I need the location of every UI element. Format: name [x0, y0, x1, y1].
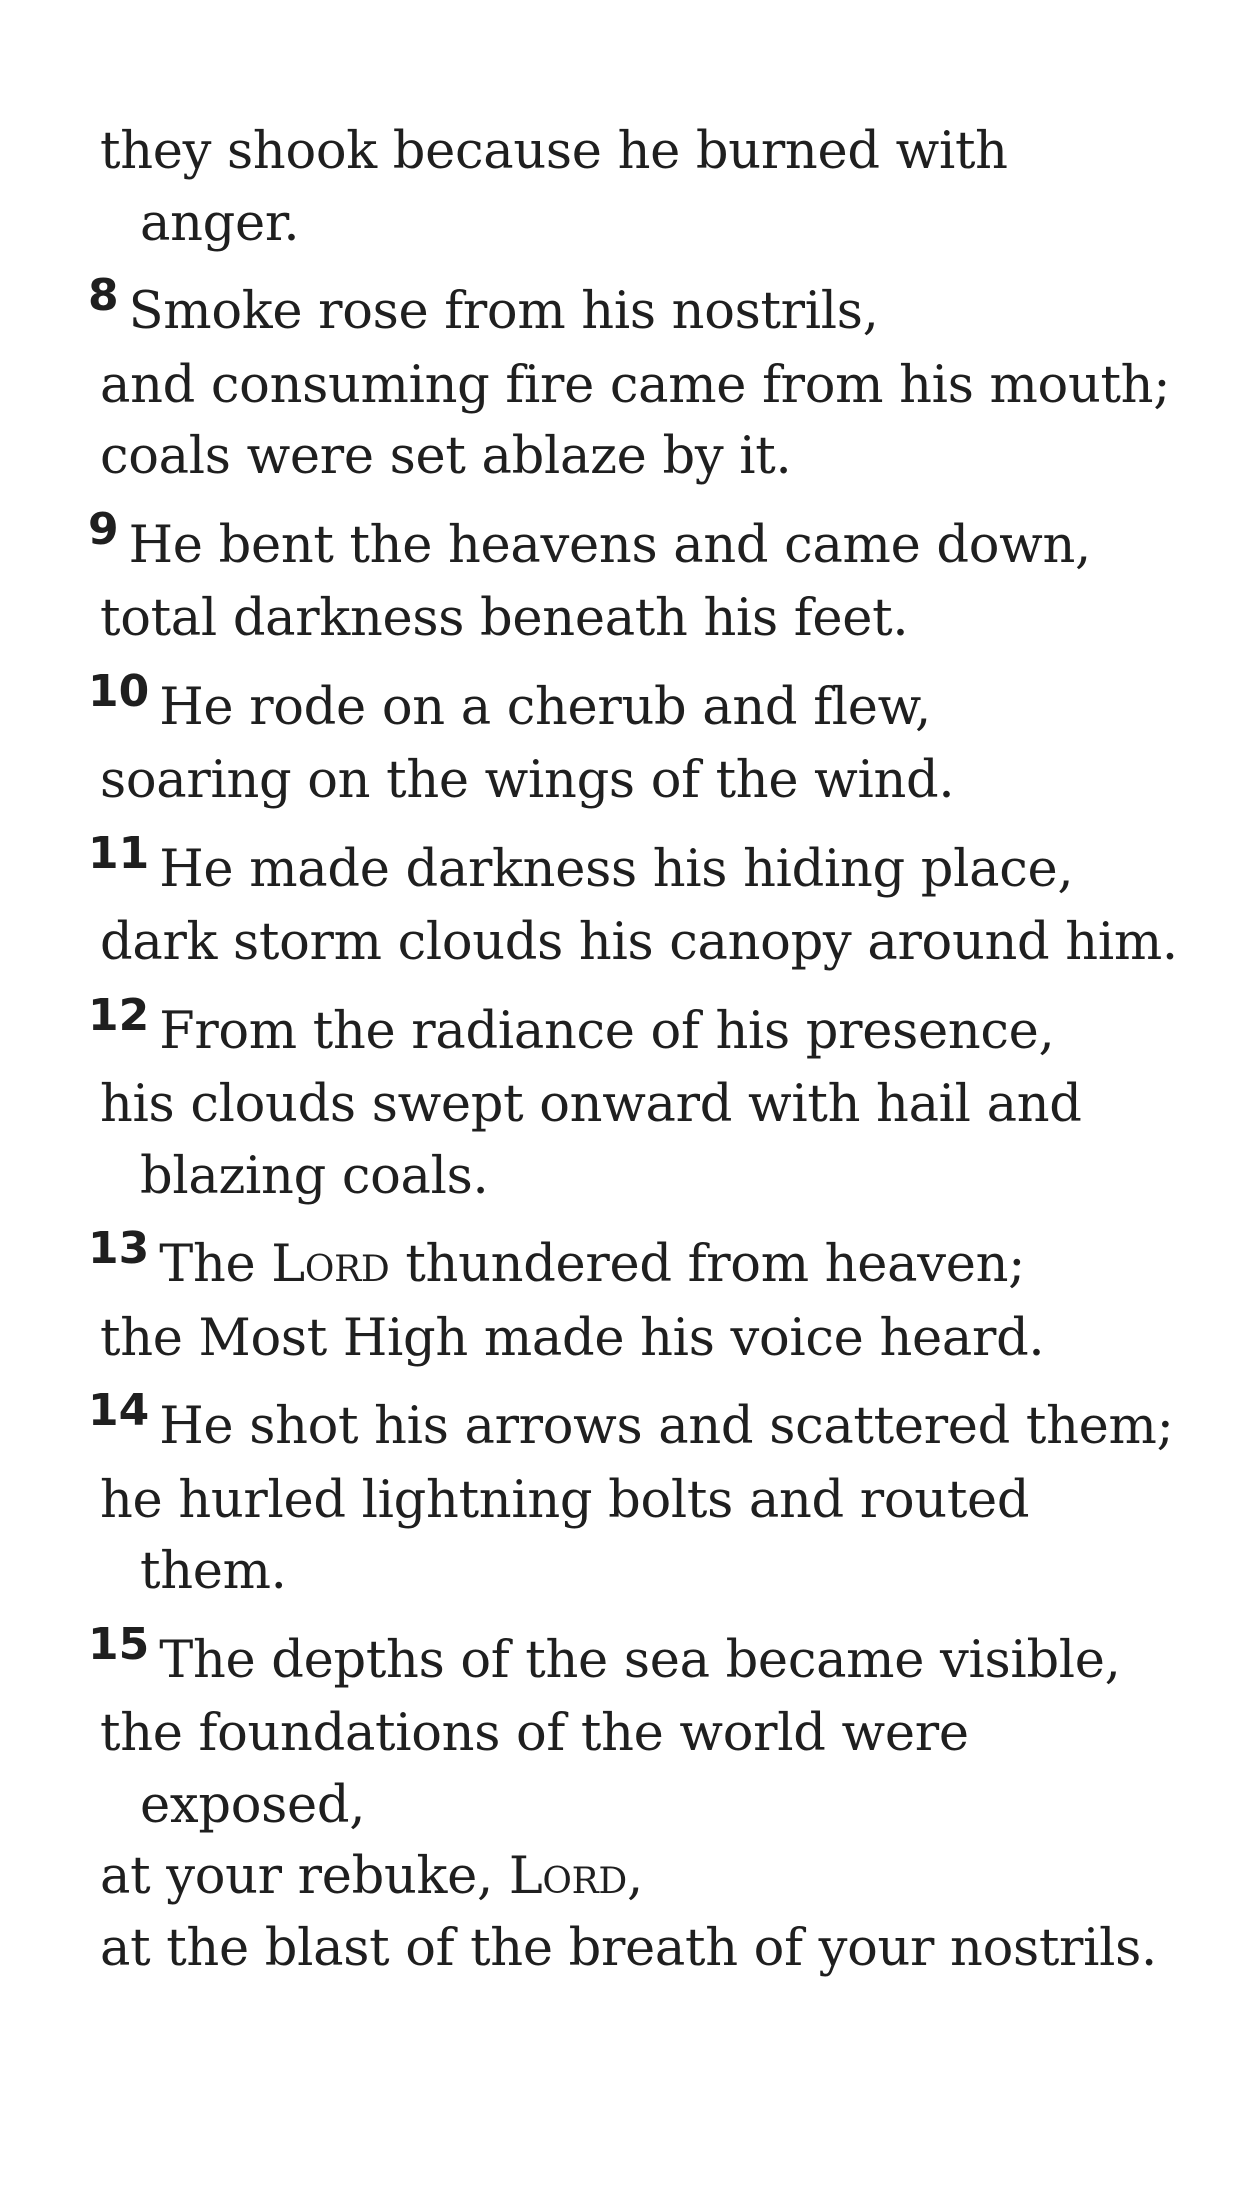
poetry-line: From the radiance of his presence,	[159, 1001, 1055, 1061]
poetry-line: they shook because he burned with anger.	[100, 122, 1008, 253]
verse-number: 9	[88, 503, 119, 555]
divine-name: Lord	[508, 1847, 627, 1906]
poetry-line: He rode on a cherub and flew,	[159, 677, 931, 737]
poetry-line-part: thundered from heaven;	[389, 1235, 1026, 1294]
verse-first-line	[88, 1385, 1180, 1465]
verse-8	[88, 270, 1180, 493]
verse-number: 10	[88, 665, 150, 717]
verse-first-line	[88, 503, 1180, 584]
verse-number: 13	[88, 1223, 150, 1274]
poetry-line: and consuming fire came from his mouth;	[100, 355, 1171, 415]
verse-14	[88, 1385, 1180, 1608]
poetry-line: He shot his arrows and scattered them;	[159, 1397, 1174, 1456]
verse-first-line	[88, 827, 1180, 908]
poetry-line-part: ,	[626, 1847, 643, 1906]
poetry-line: Smoke rose from his nostrils,	[128, 282, 879, 341]
verse-first-line	[88, 1618, 1180, 1699]
poetry-line: He made darkness his hiding place,	[159, 839, 1074, 899]
verse-12	[88, 989, 1180, 1213]
verse-number: 14	[88, 1385, 150, 1436]
poetry-line: the Most High made his voice heard.	[100, 1308, 1045, 1368]
verse-13	[88, 1223, 1180, 1374]
verse-first-line	[88, 665, 1180, 746]
poetry-line: The depths of the sea became visible,	[159, 1630, 1121, 1690]
verse-first-line	[88, 989, 1180, 1070]
poetry-line	[100, 1841, 1180, 1913]
poetry-line: He bent the heavens and came down,	[128, 515, 1091, 575]
verse-11	[88, 827, 1180, 979]
poetry-line: dark storm clouds his canopy around him.	[100, 913, 1178, 972]
poetry-line-part: The	[159, 1235, 272, 1294]
poetry-line: coals were set ablaze by it.	[100, 427, 792, 486]
poetry-line: soaring on the wings of the wind.	[100, 751, 955, 810]
poetry-line: total darkness beneath his feet.	[100, 589, 909, 648]
verse-first-line	[88, 270, 1180, 350]
verse-first-line	[88, 1223, 1180, 1303]
divine-name: Lord	[271, 1235, 390, 1294]
poetry-line: he hurled lightning bolts and routed them.	[100, 1470, 1030, 1601]
poetry-line: at the blast of the breath of your nostrils.	[100, 1918, 1157, 1978]
verse-10	[88, 665, 1180, 817]
scripture-text	[88, 116, 1180, 1984]
verse-number: 11	[88, 827, 150, 879]
verse-number: 12	[88, 989, 150, 1041]
verse-7-continuation	[100, 116, 1180, 259]
verse-9	[88, 503, 1180, 655]
verse-number: 15	[88, 1618, 150, 1670]
verse-number: 8	[88, 270, 119, 321]
poetry-line-part: at your rebuke,	[100, 1847, 509, 1906]
verse-15	[88, 1618, 1180, 1985]
poetry-line: his clouds swept onward with hail and blazing coals.	[100, 1075, 1082, 1206]
poetry-line: the foundations of the world were exposed,	[100, 1704, 969, 1835]
